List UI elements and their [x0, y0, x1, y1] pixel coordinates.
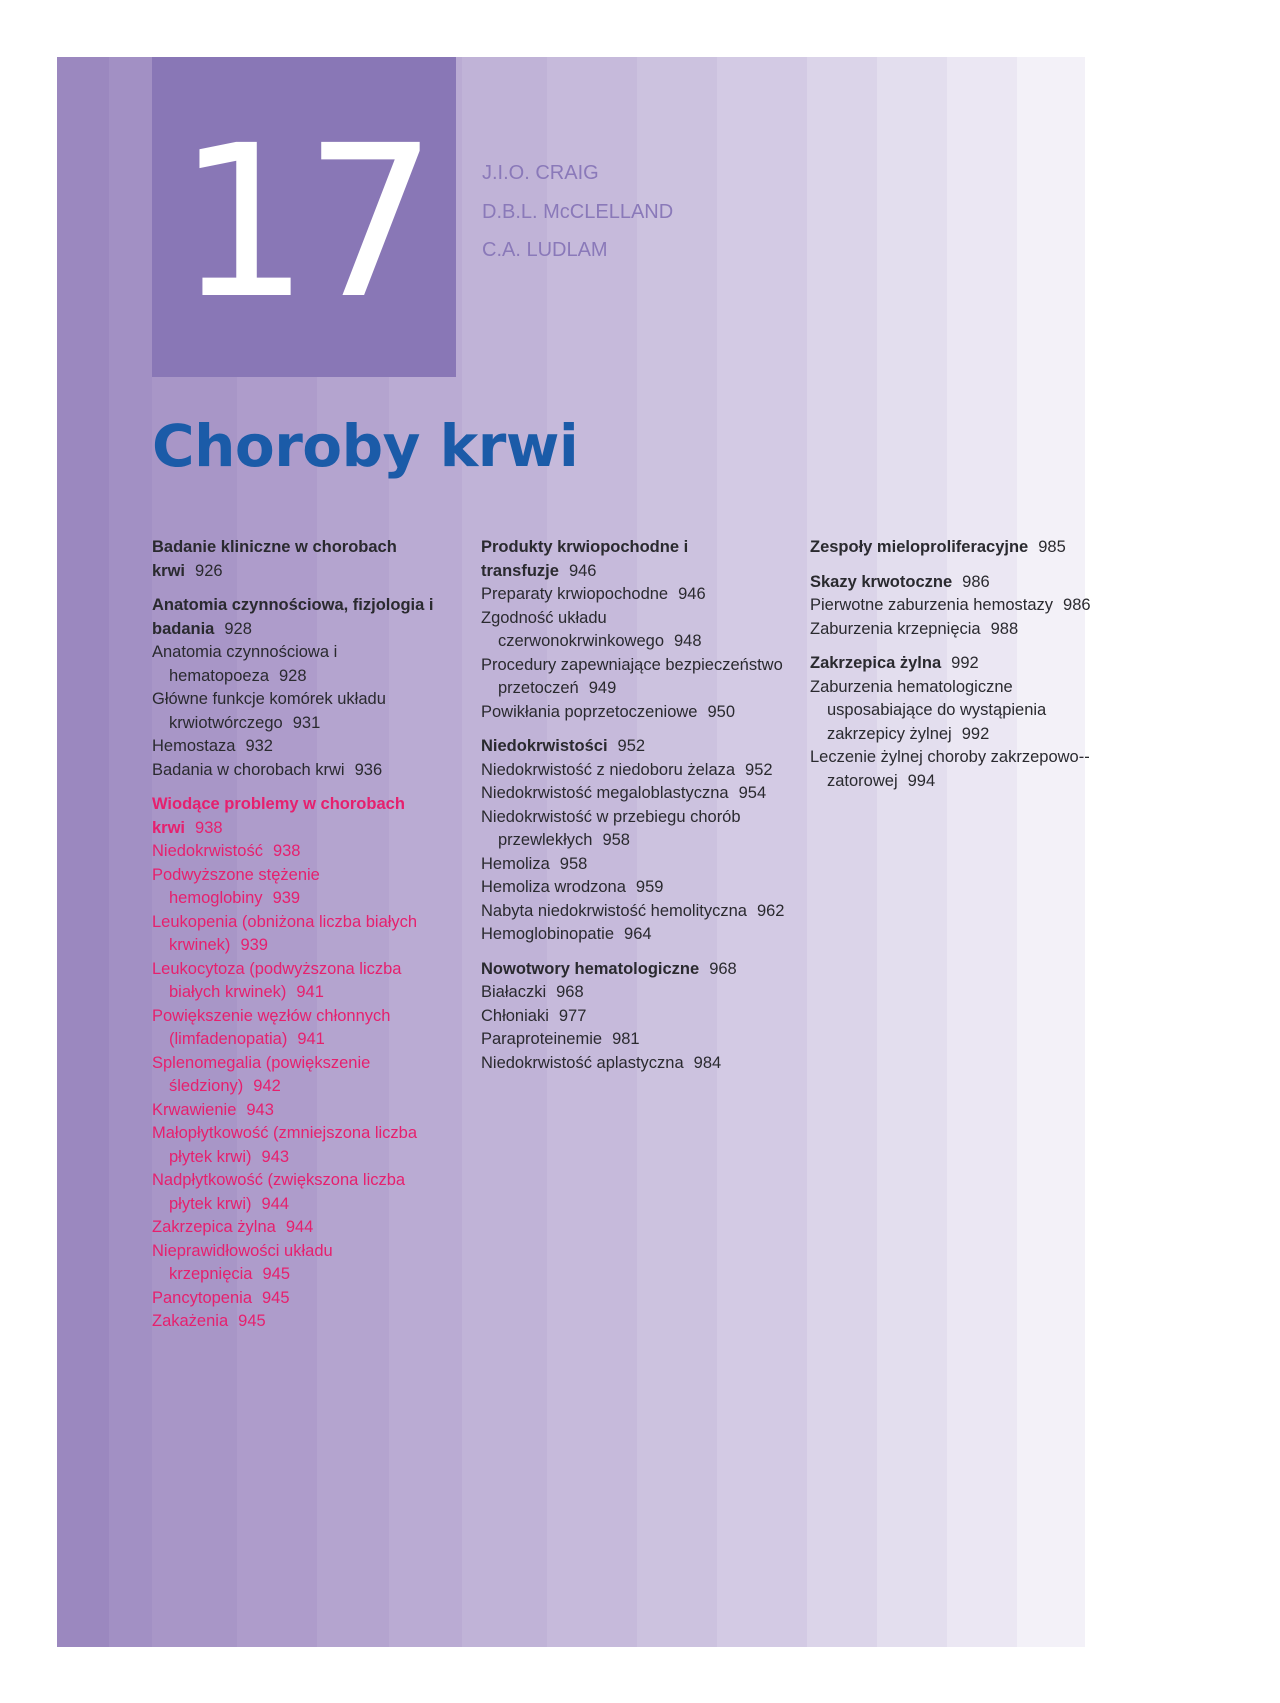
toc-item[interactable]: Hemostaza 932 [152, 737, 273, 755]
chapter-title: Choroby krwi [152, 412, 579, 480]
toc-item[interactable]: Hemoliza 958 [481, 854, 588, 873]
toc-item[interactable]: Zaburzenia krzepnięcia 988 [810, 619, 1019, 638]
toc-column-2 [481, 536, 801, 1086]
toc-item[interactable]: Niedokrwistość 938 [152, 842, 301, 860]
toc-item[interactable]: Leczenie żylnej choroby zakrzepowo--zatorowej 994 [810, 748, 1090, 790]
toc-item[interactable]: Pancytopenia 945 [152, 1288, 290, 1307]
toc-section-heading[interactable]: Wiodące problemy w chorobach krwi 938 [152, 795, 405, 837]
toc-item[interactable]: Krwawienie 943 [152, 1100, 274, 1119]
toc-section [481, 958, 801, 1076]
toc-section [810, 652, 1110, 793]
toc-item[interactable]: Zakażenia 945 [152, 1312, 266, 1330]
toc-section-heading[interactable]: Badanie kliniczne w chorobach krwi 926 [152, 538, 397, 580]
toc-item[interactable]: Anatomia czynnościowa i hematopoeza 928 [152, 643, 338, 685]
toc-item[interactable]: Zaburzenia hematologiczne usposabiające do wystąpienia zakrzepicy żylnej 992 [810, 677, 1047, 743]
toc-item[interactable]: Zgodność układu czerwonokrwinkowego 948 [481, 608, 702, 650]
toc-item[interactable]: Niedokrwistość z niedoboru żelaza 952 [481, 760, 773, 779]
page-number: 992 [951, 654, 979, 672]
chapter-number: 17 [176, 100, 432, 345]
page-number: 952 [617, 737, 646, 755]
toc-item[interactable]: Zakrzepica żylna 944 [152, 1218, 314, 1236]
toc-section-heading[interactable]: Anatomia czynnościowa, fizjologia i badania 928 [152, 596, 434, 638]
toc-item[interactable]: Preparaty krwiopochodne 946 [481, 585, 706, 603]
toc-item[interactable]: Niedokrwistość w przebiegu chorób przewlekłych 958 [481, 807, 741, 849]
page-number: 985 [1038, 538, 1066, 556]
toc-item[interactable]: Leukocytoza (podwyższona liczba białych krwinek) 941 [152, 959, 402, 1001]
toc-section-heading[interactable]: Niedokrwistości 952 [481, 737, 646, 755]
toc-item[interactable]: Nabyta niedokrwistość hemolityczna 962 [481, 901, 785, 920]
toc-section [810, 571, 1110, 642]
page-number: 968 [709, 959, 737, 978]
toc-item[interactable]: Nadpłytkowość (zwiększona liczba płytek krwi) 944 [152, 1171, 406, 1213]
toc-column-3 [810, 536, 1110, 804]
toc-item[interactable]: Główne funkcje komórek układu krwiotwórczego 931 [152, 690, 386, 732]
toc-item[interactable]: Małopłytkowość (zmniejszona liczba płytek krwi) 943 [152, 1124, 418, 1166]
author: J.I.O. CRAIG [482, 162, 599, 184]
toc-column-1 [152, 536, 452, 1345]
chapter-number-box [152, 57, 456, 377]
authors [482, 154, 673, 270]
toc-item[interactable]: Niedokrwistość megaloblastyczna 954 [481, 784, 767, 802]
toc-section [152, 594, 452, 782]
toc-item[interactable]: Paraproteinemie 981 [481, 1030, 640, 1048]
toc-item[interactable]: Powikłania poprzetoczeniowe 950 [481, 702, 735, 721]
toc-item[interactable]: Nieprawidłowości układu krzepnięcia 945 [152, 1241, 333, 1283]
toc-item[interactable]: Podwyższone stężenie hemoglobiny 939 [152, 865, 320, 907]
toc-item[interactable]: Pierwotne zaburzenia hemostazy 986 [810, 596, 1091, 614]
toc-section-heading[interactable]: Nowotwory hematologiczne 968 [481, 959, 737, 978]
author: D.B.L. McCLELLAND [482, 200, 674, 223]
toc-item[interactable]: Chłoniaki 977 [481, 1006, 587, 1025]
toc-section [481, 536, 801, 724]
toc-item[interactable]: Hemoglobinopatie 964 [481, 925, 652, 943]
toc-item[interactable]: Niedokrwistość aplastyczna 984 [481, 1053, 722, 1072]
toc-item[interactable]: Badania w chorobach krwi 936 [152, 760, 383, 779]
toc-item[interactable]: Powiększenie węzłów chłonnych (limfadenopatia) 941 [152, 1006, 391, 1048]
page-number: 926 [195, 561, 223, 580]
page-number: 938 [195, 818, 223, 837]
page-number: 928 [224, 619, 252, 638]
toc-section-heading[interactable]: Skazy krwotoczne 986 [810, 572, 990, 591]
toc-section-highlighted [152, 793, 452, 1334]
toc-section-heading[interactable]: Zespoły mieloproliferacyjne 985 [810, 538, 1066, 556]
toc-item[interactable]: Leukopenia (obniżona liczba białych krwinek) 939 [152, 912, 418, 954]
toc-section [152, 536, 452, 583]
toc-item[interactable]: Procedury zapewniające bezpieczeństwo przetoczeń 949 [481, 655, 783, 697]
toc-item[interactable]: Białaczki 968 [481, 983, 584, 1001]
toc-section [481, 735, 801, 947]
toc-item[interactable]: Splenomegalia (powiększenie śledziony) 942 [152, 1053, 371, 1095]
page-number: 946 [568, 561, 597, 580]
toc-section [810, 536, 1110, 560]
author: C.A. LUDLAM [482, 239, 608, 261]
toc-section-heading[interactable]: Zakrzepica żylna 992 [810, 654, 979, 672]
toc-section-heading[interactable]: Produkty krwiopochodne i transfuzje 946 [481, 538, 689, 580]
toc-item[interactable]: Hemoliza wrodzona 959 [481, 878, 664, 896]
page-number: 986 [962, 572, 990, 591]
